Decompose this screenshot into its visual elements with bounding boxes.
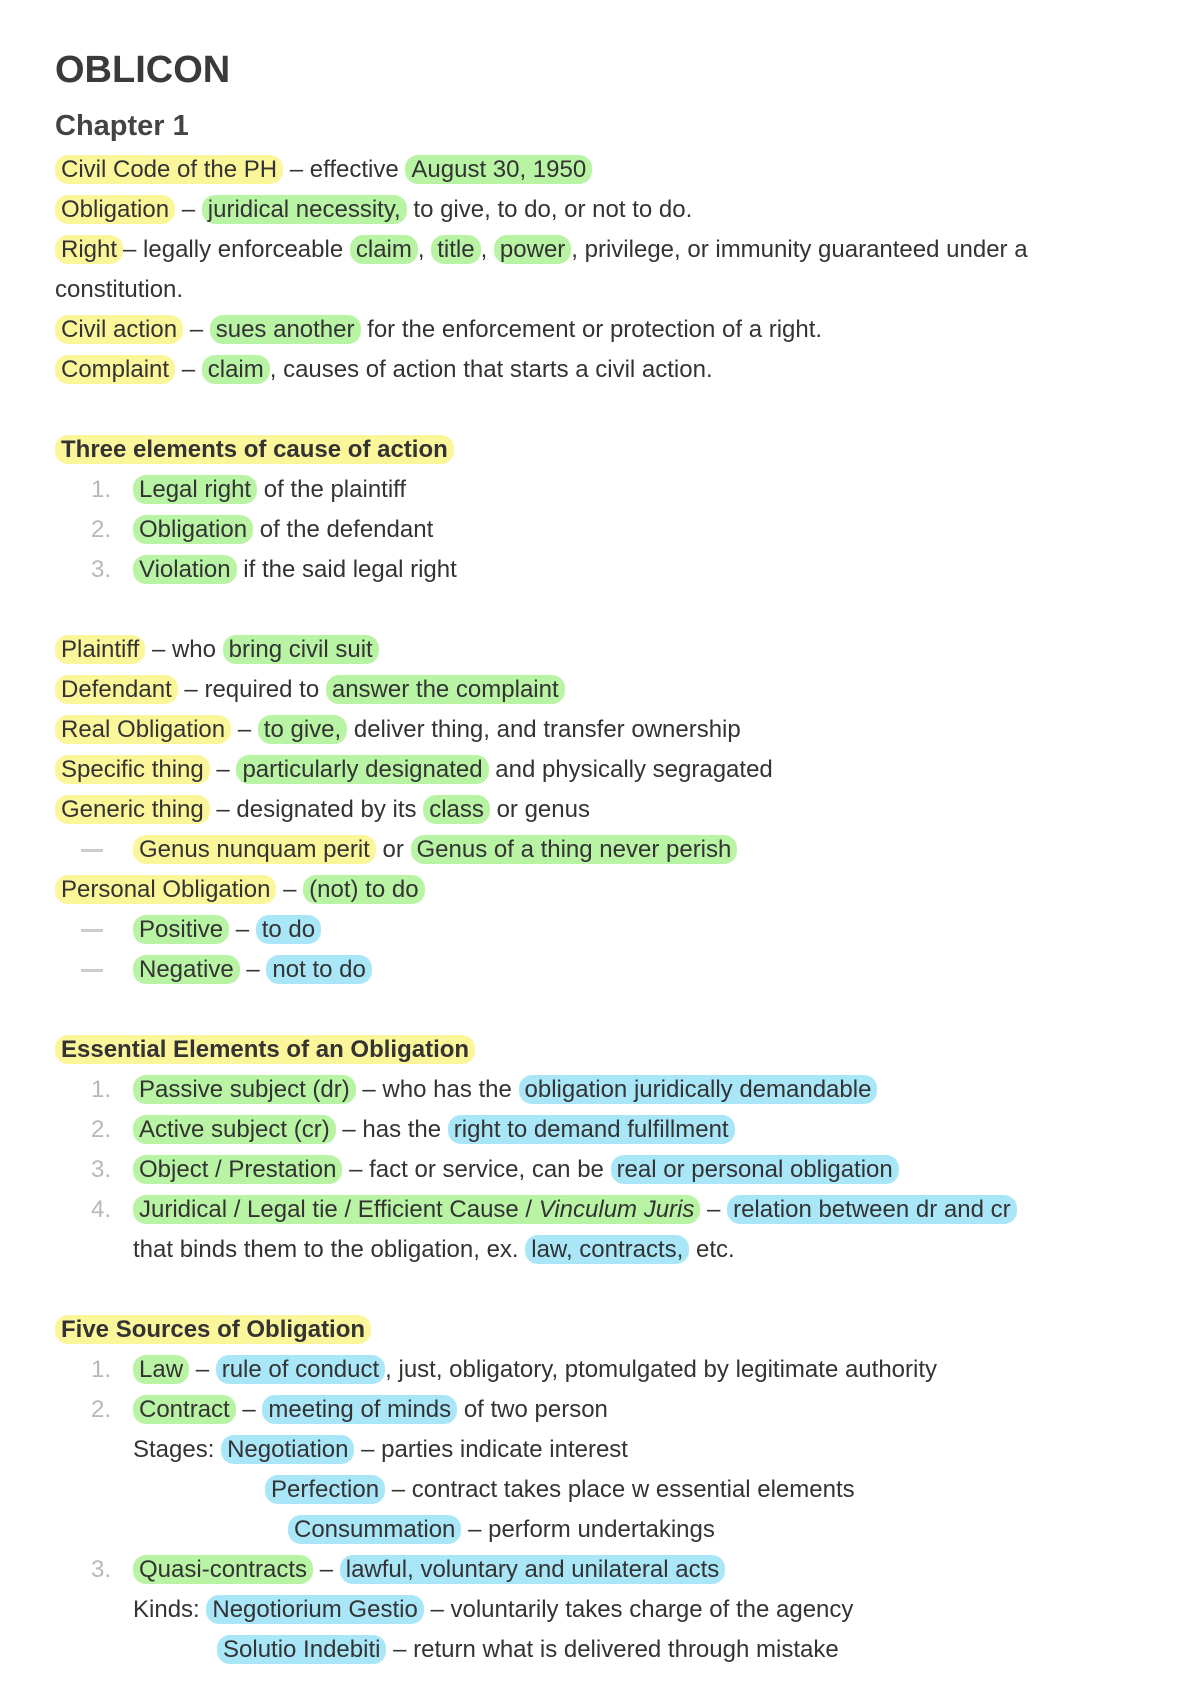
- blue-highlight: Negotiorium Gestio: [206, 1595, 423, 1624]
- definition-generic-thing: Generic thing – designated by its class or genus: [55, 790, 1200, 830]
- green-highlight: Obligation: [133, 515, 253, 544]
- blue-highlight: law, contracts,: [525, 1235, 689, 1264]
- blue-highlight: not to do: [266, 955, 371, 984]
- green-highlight: Quasi-contracts: [133, 1555, 313, 1584]
- stage-item: Consummation – perform undertakings: [55, 1510, 1200, 1550]
- green-highlight: (not) to do: [303, 875, 424, 904]
- green-highlight: Passive subject (dr): [133, 1075, 356, 1104]
- definition-right: Right – legally enforceable claim , title , power , privilege, or immunity guaranteed under a: [55, 230, 1200, 270]
- list-item: 1. Legal right of the plaintiff: [55, 470, 1200, 510]
- list-item: 2. Contract – meeting of minds of two person: [55, 1390, 1200, 1430]
- list-item: 3. Quasi-contracts – lawful, voluntary and unilateral acts: [55, 1550, 1200, 1590]
- dash-bullet-icon: [81, 849, 103, 852]
- term-highlight: Right: [55, 235, 123, 264]
- green-highlight: juridical necessity,: [202, 195, 407, 224]
- green-highlight: Juridical / Legal tie / Efficient Cause / Vinculum Juris: [133, 1195, 700, 1224]
- list-number: 4.: [91, 1196, 112, 1223]
- list-number: 2.: [91, 1116, 112, 1143]
- green-highlight: power: [494, 235, 571, 264]
- definition-obligation: Obligation – juridical necessity, to give, to do, or not to do.: [55, 190, 1200, 230]
- blue-highlight: Solutio Indebiti: [217, 1635, 386, 1664]
- green-highlight: claim: [350, 235, 418, 264]
- blue-highlight: relation between dr and cr: [727, 1195, 1017, 1224]
- term-highlight: Personal Obligation: [55, 875, 276, 904]
- dash-bullet-icon: [81, 929, 103, 932]
- list-item: 4. Juridical / Legal tie / Efficient Cause / Vinculum Juris – relation between dr and cr: [55, 1190, 1200, 1230]
- spacer: [55, 1270, 1200, 1310]
- list-number: 3.: [91, 1556, 112, 1583]
- term-highlight: Defendant: [55, 675, 178, 704]
- blue-highlight: Negotiation: [221, 1435, 354, 1464]
- list-number: 3.: [91, 556, 112, 583]
- green-highlight: Legal right: [133, 475, 257, 504]
- chapter-heading: Chapter 1: [55, 110, 189, 142]
- definition-personal-obligation: Personal Obligation – (not) to do: [55, 870, 1200, 910]
- list-item: 1. Law – rule of conduct , just, obligatory, ptomulgated by legitimate authority: [55, 1350, 1200, 1390]
- green-highlight: Genus of a thing never perish: [411, 835, 738, 864]
- list-number: 1.: [91, 1076, 112, 1103]
- blue-highlight: right to demand fulfillment: [448, 1115, 735, 1144]
- list-item: 1. Passive subject (dr) – who has the obligation juridically demandable: [55, 1070, 1200, 1110]
- list-item: 2. Obligation of the defendant: [55, 510, 1200, 550]
- definition-civil-code: Civil Code of the PH – effective August 30, 1950: [55, 150, 1200, 190]
- bullet-item-negative: Negative – not to do: [55, 950, 1200, 990]
- green-highlight: claim: [202, 355, 270, 384]
- section-heading-cause-of-action: Three elements of cause of action: [55, 430, 1200, 470]
- definition-defendant: Defendant – required to answer the complaint: [55, 670, 1200, 710]
- green-highlight: bring civil suit: [223, 635, 379, 664]
- kind-item: Solutio Indebiti – return what is delivered through mistake: [55, 1630, 1200, 1670]
- list-number: 3.: [91, 1156, 112, 1183]
- list-item: 3. Object / Prestation – fact or service, can be real or personal obligation: [55, 1150, 1200, 1190]
- green-highlight: class: [423, 795, 490, 824]
- green-highlight: answer the complaint: [326, 675, 565, 704]
- green-highlight: to give,: [258, 715, 347, 744]
- term-highlight: Plaintiff: [55, 635, 145, 664]
- blue-highlight: obligation juridically demandable: [519, 1075, 878, 1104]
- blue-highlight: real or personal obligation: [611, 1155, 899, 1184]
- term-highlight: Civil Code of the PH: [55, 155, 283, 184]
- list-number: 2.: [91, 516, 112, 543]
- list-number: 1.: [91, 476, 112, 503]
- blue-highlight: rule of conduct: [216, 1355, 385, 1384]
- definition-complaint: Complaint – claim , causes of action that starts a civil action.: [55, 350, 1200, 390]
- spacer: [55, 590, 1200, 630]
- blue-highlight: Perfection: [265, 1475, 385, 1504]
- list-number: 1.: [91, 1356, 112, 1383]
- definition-real-obligation: Real Obligation – to give, deliver thing, and transfer ownership: [55, 710, 1200, 750]
- green-highlight: Law: [133, 1355, 189, 1384]
- term-highlight: Obligation: [55, 195, 175, 224]
- list-number: 2.: [91, 1396, 112, 1423]
- green-highlight: particularly designated: [236, 755, 488, 784]
- green-highlight: Negative: [133, 955, 240, 984]
- list-item-continued: that binds them to the obligation, ex. law, contracts, etc.: [133, 1236, 735, 1263]
- term-highlight: Generic thing: [55, 795, 210, 824]
- stage-item: Stages: Negotiation – parties indicate interest: [133, 1436, 628, 1463]
- definition-specific-thing: Specific thing – particularly designated and physically segragated: [55, 750, 1200, 790]
- green-highlight: Violation: [133, 555, 237, 584]
- section-heading-five-sources: Five Sources of Obligation: [55, 1310, 1200, 1350]
- list-item: 3. Violation if the said legal right: [55, 550, 1200, 590]
- green-highlight: Active subject (cr): [133, 1115, 336, 1144]
- term-highlight: Genus nunquam perit: [133, 835, 376, 864]
- blue-highlight: to do: [256, 915, 321, 944]
- green-highlight: sues another: [210, 315, 361, 344]
- bullet-item-positive: Positive – to do: [55, 910, 1200, 950]
- term-highlight: Complaint: [55, 355, 175, 384]
- definition-plaintiff: Plaintiff – who bring civil suit: [55, 630, 1200, 670]
- spacer: [55, 990, 1200, 1030]
- spacer: [55, 390, 1200, 430]
- blue-highlight: lawful, voluntary and unilateral acts: [340, 1555, 726, 1584]
- green-highlight: August 30, 1950: [405, 155, 592, 184]
- blue-highlight: meeting of minds: [262, 1395, 457, 1424]
- definition-civil-action: Civil action – sues another for the enforcement or protection of a right.: [55, 310, 1200, 350]
- green-highlight: Positive: [133, 915, 229, 944]
- green-highlight: Contract: [133, 1395, 236, 1424]
- green-highlight: title: [431, 235, 480, 264]
- definition-right-continued: constitution.: [55, 276, 184, 303]
- term-highlight: Civil action: [55, 315, 183, 344]
- term-highlight: Real Obligation: [55, 715, 231, 744]
- list-item: 2. Active subject (cr) – has the right to demand fulfillment: [55, 1110, 1200, 1150]
- dash-bullet-icon: [81, 969, 103, 972]
- green-highlight: Object / Prestation: [133, 1155, 342, 1184]
- bullet-item-genus: Genus nunquam perit or Genus of a thing never perish: [55, 830, 1200, 870]
- section-heading-essential-elements: Essential Elements of an Obligation: [55, 1030, 1200, 1070]
- stage-item: Perfection – contract takes place w essential elements: [55, 1470, 1200, 1510]
- page-title: OBLICON: [55, 49, 231, 91]
- term-highlight: Specific thing: [55, 755, 210, 784]
- kind-item: Kinds: Negotiorium Gestio – voluntarily takes charge of the agency: [133, 1596, 854, 1623]
- blue-highlight: Consummation: [288, 1515, 461, 1544]
